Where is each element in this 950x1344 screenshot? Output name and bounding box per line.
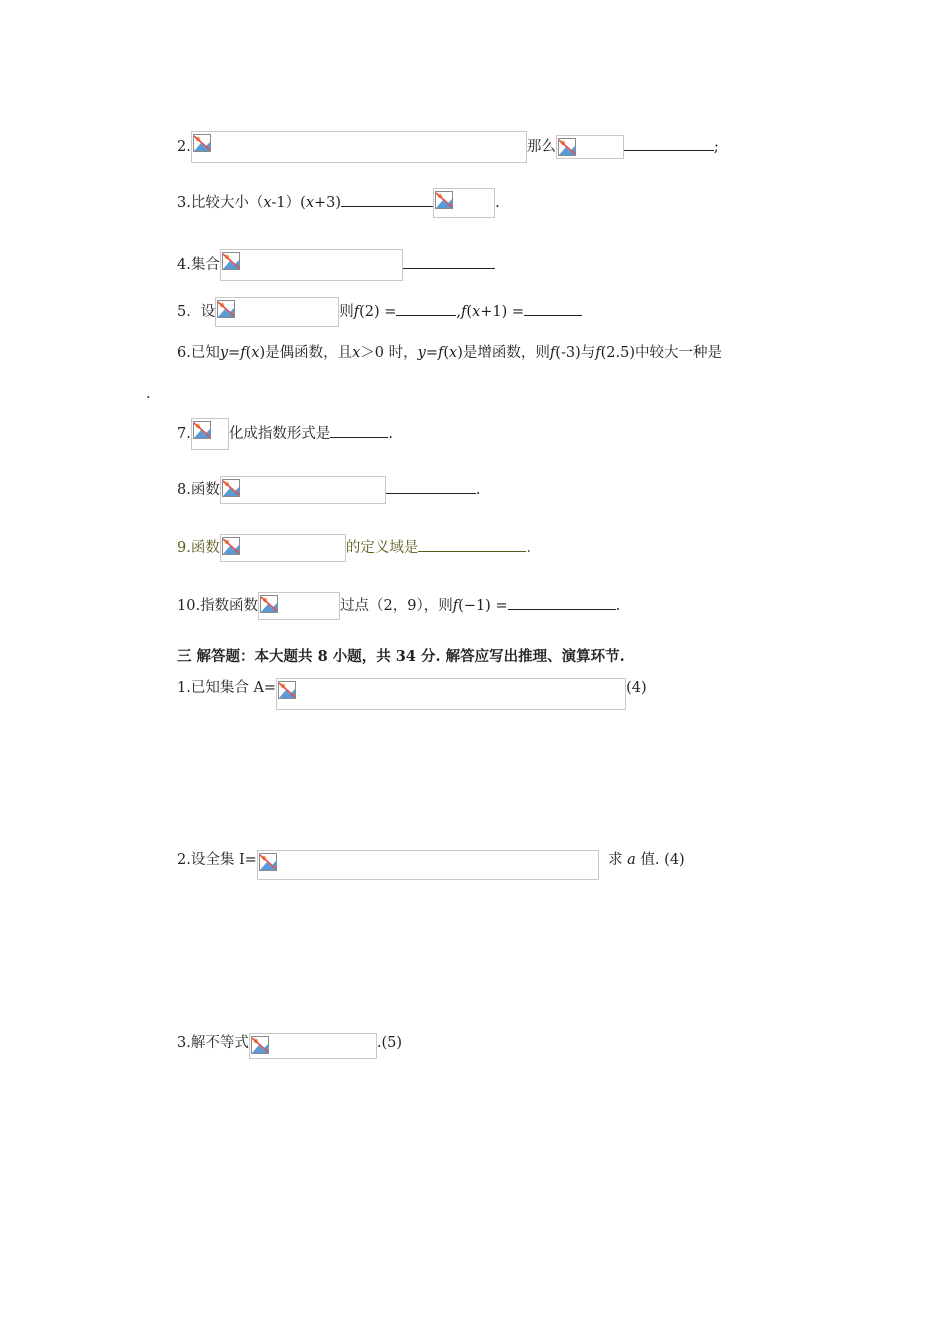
formula-image — [191, 418, 229, 450]
broken-image-icon — [222, 537, 240, 555]
formula-image — [191, 131, 527, 163]
formula-image — [276, 678, 626, 710]
formula-image — [257, 850, 599, 880]
formula-image — [249, 1033, 377, 1059]
item-9: 9.函数 的定义域是 . — [177, 534, 531, 562]
broken-image-icon — [193, 421, 211, 439]
question-2: 2.设全集 I= 求 a 值. (4) — [177, 850, 685, 880]
item-3: 3.比较大小（x-1）(x+3) . — [177, 188, 500, 218]
item-5: 5．设 则f(2) = ,f(x+1) = — [177, 297, 582, 327]
answer-blank — [341, 192, 433, 207]
question-1: 1.已知集合 A= (4) — [177, 678, 647, 710]
answer-blank — [508, 595, 616, 610]
item-8: 8.函数 . — [177, 476, 480, 504]
item-6: 6.已知y=f(x)是偶函数，且x＞0 时，y=f(x)是增函数，则f(-3)与f(2.5)中较大一种是 — [177, 345, 722, 361]
item-4: 4.集合 — [177, 249, 495, 281]
broken-image-icon — [222, 479, 240, 497]
item-2: 2. 那么 ; — [177, 131, 719, 163]
trailing-period: . — [146, 386, 151, 402]
item-10: 10.指数函数 过点（2，9），则f(−1) = . — [177, 592, 620, 620]
question-3: 3.解不等式 .(5) — [177, 1033, 402, 1059]
answer-blank — [524, 301, 582, 316]
answer-blank — [403, 254, 495, 269]
broken-image-icon — [558, 138, 576, 156]
item-7: 7. 化成指数形式是 . — [177, 418, 393, 450]
broken-image-icon — [435, 191, 453, 209]
broken-image-icon — [278, 681, 296, 699]
broken-image-icon — [217, 300, 235, 318]
answer-blank — [330, 423, 388, 438]
section-heading: 三 解答题：本大题共 8 小题，共 34 分. 解答应写出推理、演算环节. — [177, 648, 625, 665]
answer-blank — [418, 537, 526, 552]
answer-blank — [624, 136, 714, 151]
formula-image — [220, 249, 403, 281]
formula-image — [556, 135, 624, 159]
broken-image-icon — [193, 134, 211, 152]
formula-image — [220, 534, 346, 562]
answer-blank — [386, 479, 476, 494]
formula-image — [215, 297, 339, 327]
formula-image — [220, 476, 386, 504]
broken-image-icon — [260, 595, 278, 613]
formula-image — [433, 188, 495, 218]
formula-image — [258, 592, 340, 620]
broken-image-icon — [251, 1036, 269, 1054]
broken-image-icon — [222, 252, 240, 270]
answer-blank — [396, 301, 456, 316]
broken-image-icon — [259, 853, 277, 871]
